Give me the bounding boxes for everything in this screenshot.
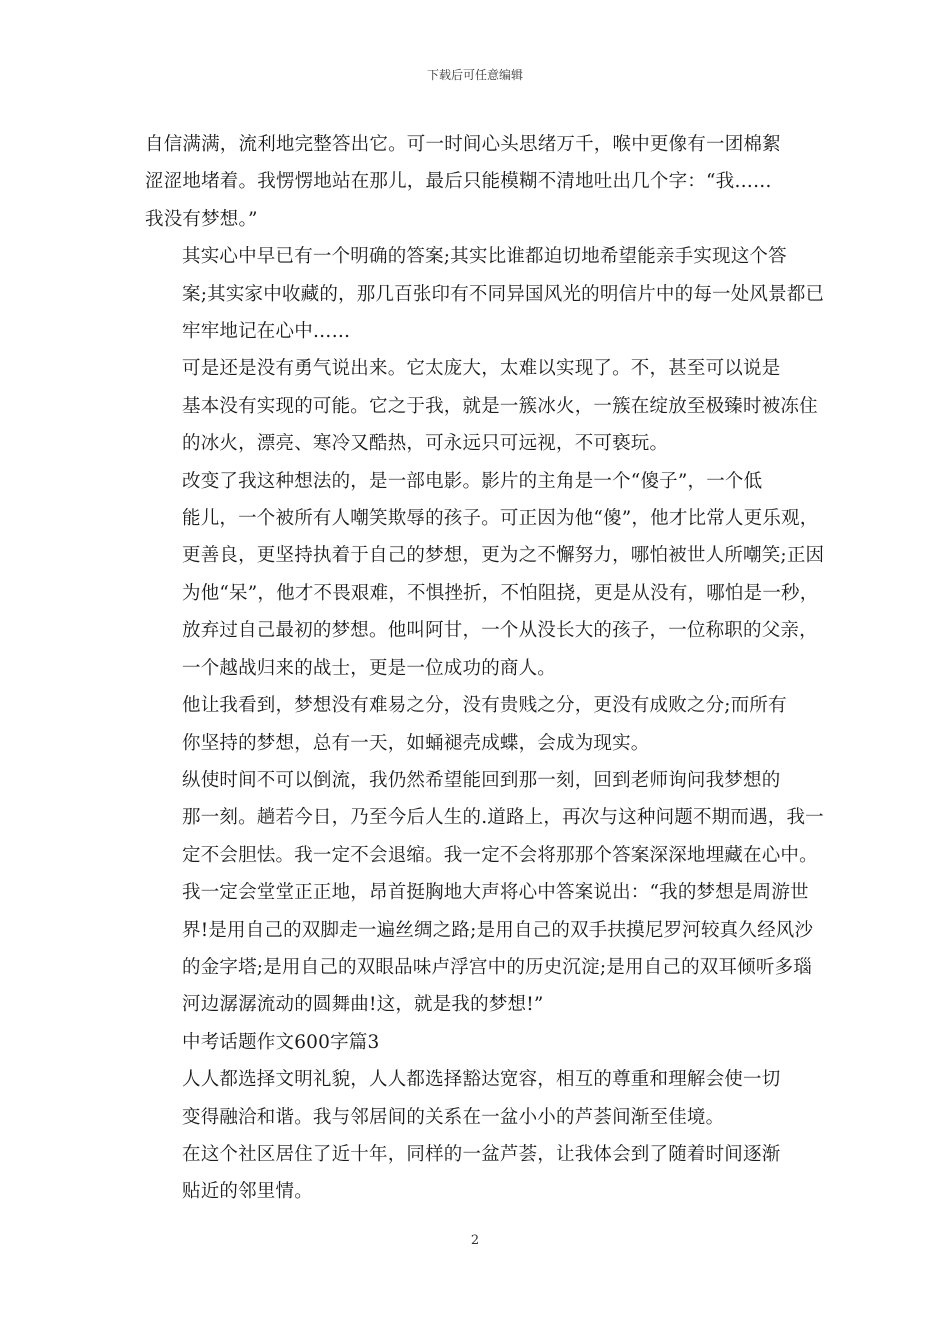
text-line: 在这个社区居住了近十年，同样的一盆芦荟，让我体会到了随着时间逐渐 <box>182 1143 781 1165</box>
text-line: 定不会胆怯。我一定不会退缩。我一定不会将那那个答案深深地埋藏在心中。 <box>182 844 818 866</box>
text-line: 其实心中早已有一个明确的答案;其实比谁都迫切地希望能亲手实现这个答 <box>182 246 787 268</box>
document-body <box>145 126 825 1211</box>
paragraph <box>145 463 825 687</box>
text-line: 河边潺潺流动的圆舞曲!这，就是我的梦想!” <box>182 994 544 1016</box>
paragraph <box>145 238 825 350</box>
text-line: 更善良，更坚持执着于自己的梦想，更为之不懈努力，哪怕被世人所嘲笑;正因 <box>182 545 825 567</box>
text-line: 贴近的邻里情。 <box>182 1181 313 1203</box>
page-header: 下载后可任意编辑 <box>426 68 523 82</box>
text-line: 一个越战归来的战士，更是一位成功的商人。 <box>182 657 557 679</box>
text-line: 可是还是没有勇气说出来。它太庞大，太难以实现了。不，甚至可以说是 <box>182 358 781 380</box>
text-line: 能儿，一个被所有人嘲笑欺辱的孩子。可正因为他“傻”，他才比常人更乐观， <box>182 508 819 530</box>
paragraph <box>145 1061 810 1136</box>
text-line: 为他“呆”，他才不畏艰难，不惧挫折，不怕阻挠，更是从没有，哪怕是一秒， <box>182 582 819 604</box>
text-line: 基本没有实现的可能。它之于我，就是一簇冰火，一簇在绽放至极臻时被冻住 <box>182 395 818 417</box>
text-line: 我没有梦想。” <box>145 208 258 230</box>
text-line: 中考话题作文600字篇3 <box>182 1031 380 1053</box>
text-line: 人人都选择文明礼貌，人人都选择豁达宽容，相互的尊重和理解会使一切 <box>182 1069 781 1091</box>
text-line: 放弃过自己最初的梦想。他叫阿甘，一个从没长大的孩子，一位称职的父亲， <box>182 620 818 642</box>
text-line: 涩涩地堵着。我愣愣地站在那儿，最后只能模糊不清地吐出几个字：“我…… <box>145 171 772 193</box>
paragraph <box>145 1024 810 1061</box>
text-line: 牢牢地记在心中…… <box>182 321 351 343</box>
text-line: 的冰火，漂亮、寒冷又酷热，可永远只可远视，不可亵玩。 <box>182 433 669 455</box>
text-line: 案;其实家中收藏的，那几百张印有不同异国风光的明信片中的每一处风景都已 <box>182 283 825 305</box>
text-line: 的金字塔;是用自己的双眼品味卢浮宫中的历史沉淀;是用自己的双耳倾听多瑙 <box>182 956 812 978</box>
text-line: 他让我看到，梦想没有难易之分，没有贵贱之分，更没有成败之分;而所有 <box>182 695 787 717</box>
paragraph <box>145 687 810 762</box>
text-line: 界!是用自己的双脚走一遍丝绸之路;是用自己的双手扶摸尼罗河较真久经风沙 <box>182 919 814 941</box>
text-line: 自信满满，流利地完整答出它。可一时间心头思绪万千，喉中更像有一团棉絮 <box>145 134 781 155</box>
text-line: 你坚持的梦想，总有一天，如蛹褪壳成蝶，会成为现实。 <box>182 732 650 754</box>
page-number: 2 <box>470 1233 480 1248</box>
paragraph <box>145 126 810 238</box>
paragraph <box>145 762 824 1024</box>
text-line: 我一定会堂堂正正地，昂首挺胸地大声将心中答案说出：“我的梦想是周游世 <box>182 882 809 904</box>
text-line: 变得融洽和谐。我与邻居间的关系在一盆小小的芦荟间渐至佳境。 <box>182 1106 725 1128</box>
text-line: 纵使时间不可以倒流，我仍然希望能回到那一刻，回到老师询问我梦想的 <box>182 769 781 791</box>
text-line: 改变了我这种想法的，是一部电影。影片的主角是一个“傻子”，一个低 <box>182 470 763 492</box>
paragraph <box>145 1136 810 1211</box>
text-line: 那一刻。趟若今日，乃至今后人生的.道路上，再次与这种问题不期而遇，我一 <box>182 807 824 829</box>
paragraph <box>145 350 818 462</box>
